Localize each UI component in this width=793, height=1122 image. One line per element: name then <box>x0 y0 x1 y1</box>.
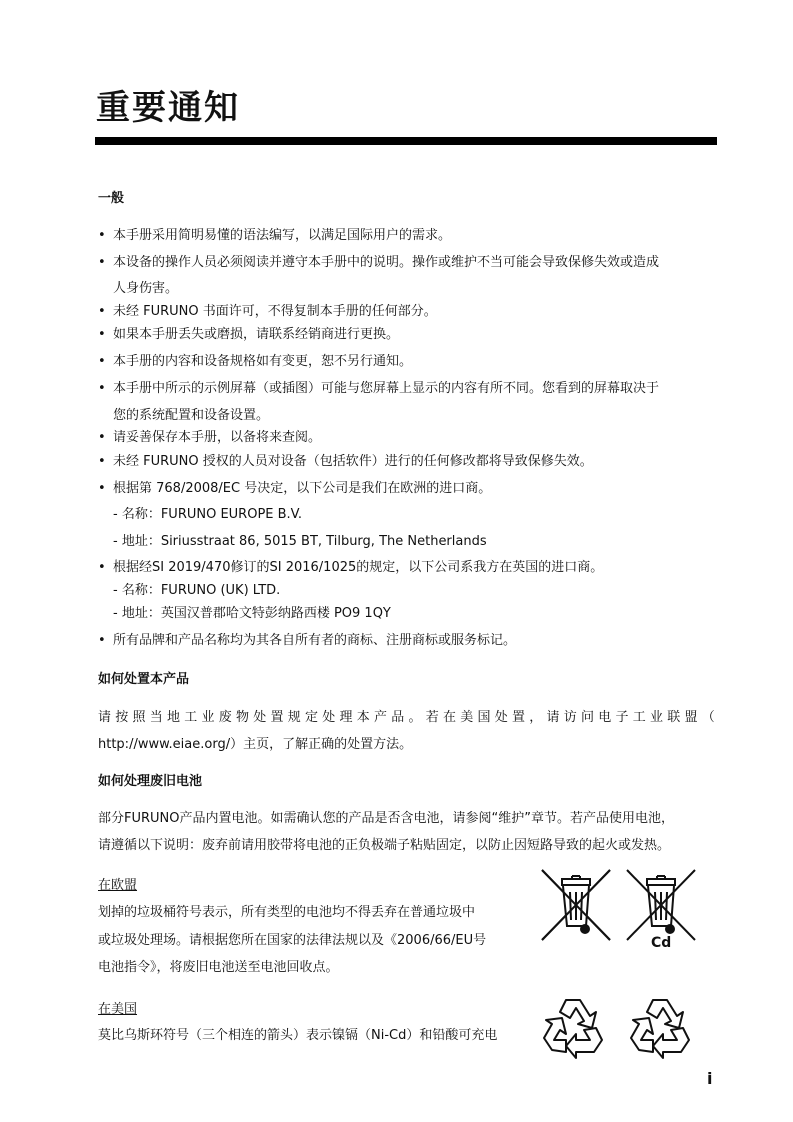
list-item-continuation: 人身伤害。 <box>113 281 179 296</box>
disposal-product-text-2: http://www.eiae.org/）主页，了解正确的处置方法。 <box>98 737 413 752</box>
disposal-product-char: 置 <box>512 710 526 725</box>
cd-label: Cd <box>651 935 672 951</box>
eu-heading: 在欧盟 <box>98 878 138 893</box>
disposal-product-char: 处 <box>494 710 508 725</box>
recycle-icon <box>540 994 608 1060</box>
page-title: 重要通知 <box>96 88 240 128</box>
eu-text-2: 或垃圾处理场。请根据您所在国家的法律法规以及《2006/66/EU号 <box>98 933 487 948</box>
disposal-product-char: 处 <box>253 710 267 725</box>
disposal-product-char: 本 <box>356 710 370 725</box>
list-item: • 请妥善保存本手册，以备将来查阅。 <box>98 430 322 445</box>
disposal-product-char: 工 <box>632 710 646 725</box>
disposal-battery-text-1: 部分FURUNO产品内置电池。如需确认您的产品是否含电池，请参阅“维护”章节。若产品使用电池， <box>98 811 674 826</box>
disposal-product-char: 工 <box>184 710 198 725</box>
disposal-product-char: 国 <box>477 710 491 725</box>
disposal-product-char: 地 <box>167 710 181 725</box>
recycle-icon <box>627 994 695 1060</box>
disposal-product-char: 联 <box>667 710 681 725</box>
disposal-product-char: 盟 <box>684 710 698 725</box>
list-item: • 如果本手册丢失或磨损，请联系经销商进行更换。 <box>98 327 400 342</box>
list-item: • 本手册的内容和设备规格如有变更，恕不另行通知。 <box>98 354 413 369</box>
disposal-product-char: 按 <box>115 710 129 725</box>
disposal-product-char: 理 <box>339 710 353 725</box>
disposal-product-char: 品 <box>391 710 405 725</box>
disposal-product-heading: 如何处置本产品 <box>98 672 190 687</box>
list-item: • 本手册采用简明易懂的语法编写，以满足国际用户的需求。 <box>98 228 452 243</box>
usa-text-1: 莫比乌斯环符号（三个相连的箭头）表示镍镉（Ni-Cd）和铅酸可充电 <box>98 1028 498 1043</box>
crossed-bin-icon <box>540 868 612 942</box>
list-item: • 本设备的操作人员必须阅读并遵守本手册中的说明。操作或维护不当可能会导致保修失效或造成 <box>98 255 660 270</box>
disposal-product-char: 子 <box>615 710 629 725</box>
disposal-product-char: ， <box>529 710 543 725</box>
disposal-product-char: 规 <box>287 710 301 725</box>
disposal-product-char: 物 <box>236 710 250 725</box>
list-item: • 本手册中所示的示例屏幕（或插图）可能与您屏幕上显示的内容有所不同。您看到的屏幕取决于 <box>98 381 660 396</box>
disposal-product-char: 请 <box>546 710 560 725</box>
list-item: • 未经 FURUNO 书面许可，不得复制本手册的任何部分。 <box>98 304 437 319</box>
disposal-product-char: 。 <box>408 710 422 725</box>
disposal-product-char: 产 <box>374 710 388 725</box>
list-item-continuation: 您的系统配置和设备设置。 <box>113 408 270 423</box>
disposal-product-char: 当 <box>149 710 163 725</box>
disposal-product-char: 置 <box>270 710 284 725</box>
list-item: • 根据经SI 2019/470修订的SI 2016/1025的规定，以下公司系我方在英国的进口商。 <box>98 560 604 575</box>
disposal-product-char: 在 <box>443 710 457 725</box>
disposal-product-char: （ <box>701 710 715 725</box>
disposal-product-char: 业 <box>650 710 664 725</box>
list-item: • 根据第 768/2008/EC 号决定，以下公司是我们在欧洲的进口商。 <box>98 481 492 496</box>
disposal-battery-text-2: 请遵循以下说明：废弃前请用胶带将电池的正负极端子粘贴固定，以防止因短路导致的起火或发热。 <box>98 838 671 853</box>
disposal-product-char: 照 <box>132 710 146 725</box>
disposal-product-char: 问 <box>581 710 595 725</box>
usa-heading: 在美国 <box>98 1002 138 1017</box>
disposal-product-char: 访 <box>563 710 577 725</box>
list-item: • 所有品牌和产品名称均为其各自所有者的商标、注册商标或服务标记。 <box>98 633 517 648</box>
disposal-product-char: 处 <box>322 710 336 725</box>
importer-eu-name: - 名称：FURUNO EUROPE B.V. <box>113 507 303 522</box>
disposal-product-char: 美 <box>460 710 474 725</box>
disposal-battery-heading: 如何处理废旧电池 <box>98 774 203 789</box>
importer-uk-address: - 地址：英国汉普郡哈文特彭纳路西楼 PO9 1QY <box>113 606 391 621</box>
disposal-product-char: 若 <box>425 710 439 725</box>
general-heading: 一般 <box>98 191 125 206</box>
title-rule <box>95 137 717 145</box>
page-number: i <box>707 1069 713 1088</box>
eu-text-3: 电池指令》，将废旧电池送至电池回收点。 <box>98 960 339 975</box>
disposal-product-char: 电 <box>598 710 612 725</box>
importer-eu-address: - 地址：Siriusstraat 86, 5015 BT, Tilburg, The Netherlands <box>113 534 487 549</box>
disposal-product-char: 定 <box>305 710 319 725</box>
importer-uk-name: - 名称：FURUNO (UK) LTD. <box>113 583 281 598</box>
disposal-product-char: 业 <box>201 710 215 725</box>
list-item: • 未经 FURUNO 授权的人员对设备（包括软件）进行的任何修改都将导致保修失效。 <box>98 454 593 469</box>
disposal-product-char: 请 <box>98 710 112 725</box>
disposal-product-char: 废 <box>218 710 232 725</box>
eu-text-1: 划掉的垃圾桶符号表示，所有类型的电池均不得丢弃在普通垃圾中 <box>98 905 476 920</box>
disposal-product-text <box>98 706 715 725</box>
